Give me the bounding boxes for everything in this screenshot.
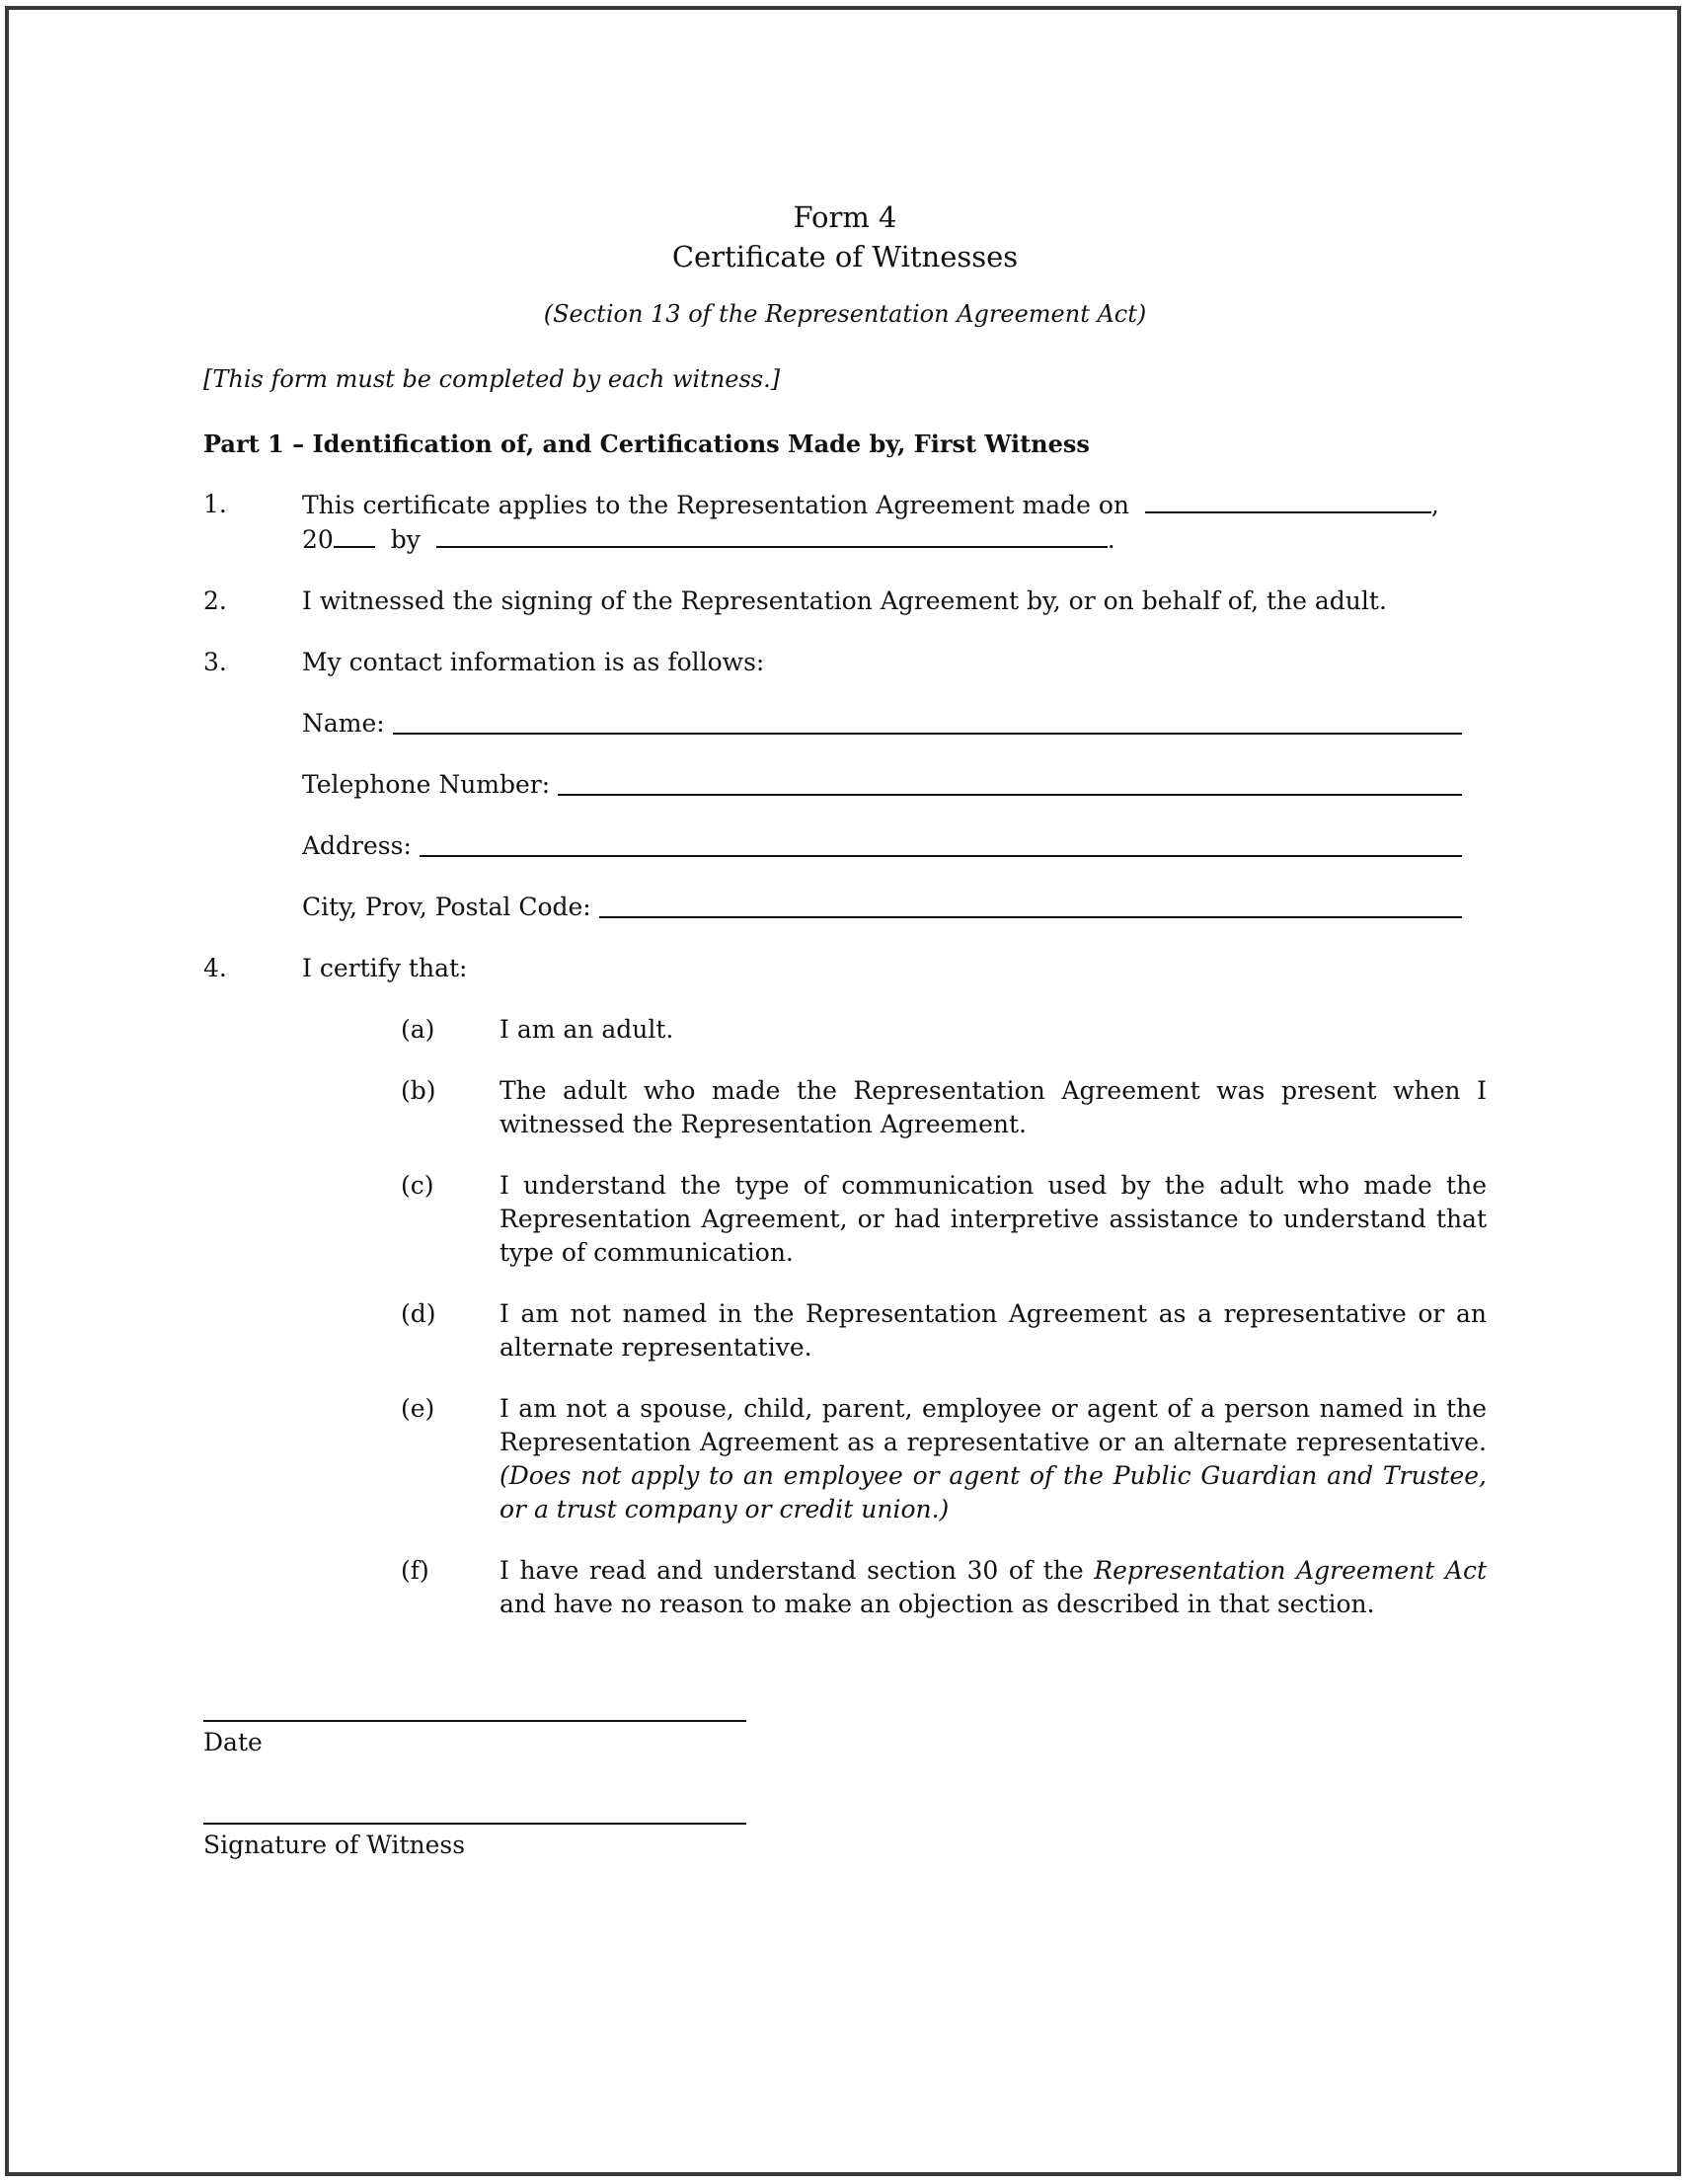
address-label: Address: bbox=[302, 831, 412, 860]
item-3-number: 3. bbox=[203, 648, 227, 676]
form-number: Form 4 bbox=[793, 200, 897, 234]
part-1-heading: Part 1 – Identification of, and Certifications Made by, First Witness bbox=[203, 429, 1090, 458]
certification-f bbox=[203, 1554, 1487, 1621]
telephone-label: Telephone Number: bbox=[302, 770, 551, 799]
name-label: Name: bbox=[302, 709, 385, 738]
form-instruction: [This form must be completed by each witness.] bbox=[203, 365, 781, 393]
certification-e bbox=[203, 1392, 1487, 1526]
certification-e-note: (Does not apply to an employee or agent of the Public Guardian and Trustee, or a trust company or credit union.) bbox=[499, 1461, 1487, 1523]
certification-a-text: I am an adult. bbox=[499, 1015, 674, 1044]
certification-b-label: (b) bbox=[401, 1076, 436, 1105]
agreement-date-field[interactable] bbox=[1145, 488, 1431, 513]
name-field-row bbox=[302, 707, 1462, 741]
certification-c-text: I understand the type of communication used by the adult who made the Representation Agreement, or had interpretive assistance to understand that type of communication. bbox=[499, 1171, 1487, 1267]
certification-e-text: I am not a spouse, child, parent, employee or agent of a person named in the Representation Agreement as a representative or an alternate representative. bbox=[499, 1394, 1487, 1456]
agreement-year-field[interactable] bbox=[334, 522, 375, 548]
item-1-comma: , bbox=[1430, 491, 1439, 519]
city-label: City, Prov, Postal Code: bbox=[302, 893, 591, 921]
item-4-number: 4. bbox=[203, 954, 227, 982]
signature-block bbox=[203, 1823, 1487, 1862]
form-authority: (Section 13 of the Representation Agreement Act) bbox=[543, 300, 1147, 328]
item-2 bbox=[203, 585, 1487, 618]
telephone-field[interactable] bbox=[558, 768, 1462, 796]
date-block bbox=[203, 1720, 1487, 1759]
item-4 bbox=[203, 952, 1487, 985]
name-field[interactable] bbox=[393, 707, 1462, 735]
certification-b bbox=[203, 1074, 1487, 1141]
form-title: Certificate of Witnesses bbox=[671, 240, 1019, 273]
item-1 bbox=[203, 488, 1487, 557]
address-field-row bbox=[302, 829, 1462, 863]
act-name: Representation Agreement Act bbox=[1094, 1556, 1487, 1585]
item-1-year-prefix: 20 bbox=[302, 525, 334, 554]
certification-f-body bbox=[499, 1554, 1487, 1621]
city-field-row bbox=[302, 891, 1462, 924]
certification-f-text-before: I have read and understand section 30 of the bbox=[499, 1556, 1084, 1585]
item-1-number: 1. bbox=[203, 490, 227, 518]
item-3-text: My contact information is as follows: bbox=[302, 648, 765, 676]
item-1-period: . bbox=[1107, 525, 1115, 554]
certification-d-text: I am not named in the Representation Agreement as a representative or an alternate representative. bbox=[499, 1299, 1487, 1362]
telephone-field-row bbox=[302, 768, 1462, 802]
form-content bbox=[203, 197, 1487, 1862]
date-label: Date bbox=[203, 1728, 263, 1756]
item-1-by: by bbox=[390, 525, 421, 554]
certification-c bbox=[203, 1169, 1487, 1270]
certification-e-label: (e) bbox=[401, 1394, 435, 1423]
address-field[interactable] bbox=[420, 829, 1462, 857]
agreement-made-by-field[interactable] bbox=[436, 522, 1108, 548]
certification-c-label: (c) bbox=[401, 1171, 434, 1200]
item-2-number: 2. bbox=[203, 586, 227, 615]
certification-b-text: The adult who made the Representation Agreement was present when I witnessed the Representation Agreement. bbox=[499, 1076, 1487, 1138]
certification-f-label: (f) bbox=[401, 1556, 429, 1585]
certification-f-text-after: and have no reason to make an objection as described in that section. bbox=[499, 1590, 1375, 1618]
item-1-text: This certificate applies to the Representation Agreement made on bbox=[302, 491, 1130, 519]
witness-signature-line[interactable] bbox=[203, 1823, 746, 1825]
city-field[interactable] bbox=[599, 891, 1462, 918]
certification-a-label: (a) bbox=[401, 1015, 435, 1044]
item-3 bbox=[203, 646, 1487, 679]
certification-d-label: (d) bbox=[401, 1299, 436, 1328]
certification-a bbox=[203, 1013, 1487, 1047]
item-4-text: I certify that: bbox=[302, 954, 468, 982]
certification-d bbox=[203, 1297, 1487, 1365]
item-1-body bbox=[302, 488, 1487, 557]
date-signature-line[interactable] bbox=[203, 1720, 746, 1722]
certification-e-body bbox=[499, 1392, 1487, 1526]
item-2-text: I witnessed the signing of the Representation Agreement by, or on behalf of, the adult. bbox=[302, 586, 1387, 615]
signature-label: Signature of Witness bbox=[203, 1831, 466, 1859]
